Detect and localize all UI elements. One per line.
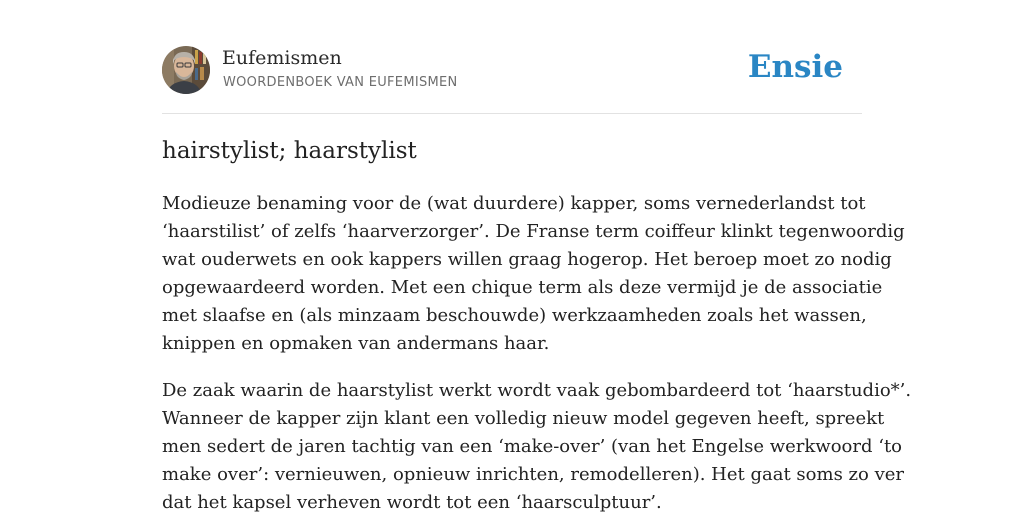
entry-title: hairstylist; haarstylist [162, 138, 417, 164]
author-portrait-icon [162, 46, 210, 94]
text-line: opgewaardeerd worden. Met een chique term als deze vermijd je de associatie [162, 277, 883, 298]
text-line: De zaak waarin de haarstylist werkt wordt vaak gebombardeerd tot ‘haarstudio*’. [162, 380, 912, 401]
author-avatar[interactable] [162, 46, 210, 94]
text-line: dat het kapsel verheven wordt tot een ‘haarsculptuur’. [162, 492, 662, 512]
paragraph-2 [162, 377, 912, 512]
site-name[interactable]: Eufemismen [222, 47, 342, 69]
text-line: make over’: vernieuwen, opnieuw inrichten, remodelleren). Het gaat soms zo ver [162, 464, 904, 485]
paragraph-1 [162, 190, 905, 358]
text-line: Modieuze benaming voor de (wat duurdere) kapper, soms vernederlandst tot [162, 193, 866, 214]
text-line: knippen en opmaken van andermans haar. [162, 333, 550, 354]
header-divider [162, 113, 862, 114]
text-line: Wanneer de kapper zijn klant een volledig nieuw model gegeven heeft, spreekt [162, 408, 885, 429]
entry-body [162, 190, 912, 512]
paragraph-spacer [162, 358, 862, 377]
text-line: wat ouderwets en ook kappers willen graag hogerop. Het beroep moet zo nodig [162, 249, 892, 270]
brand-logo[interactable]: Ensie [747, 49, 843, 85]
site-subtitle[interactable]: WOORDENBOEK VAN EUFEMISMEN [223, 75, 458, 90]
text-line: met slaafse en (als minzaam beschouwde) werkzaamheden zoals het wassen, [162, 305, 867, 326]
text-line: men sedert de jaren tachtig van een ‘make-over’ (van het Engelse werkwoord ‘to [162, 436, 903, 457]
text-line: ‘haarstilist’ of zelfs ‘haarverzorger’. De Franse term coiffeur klinkt tegenwoordig [162, 221, 905, 242]
site-header [162, 46, 862, 96]
